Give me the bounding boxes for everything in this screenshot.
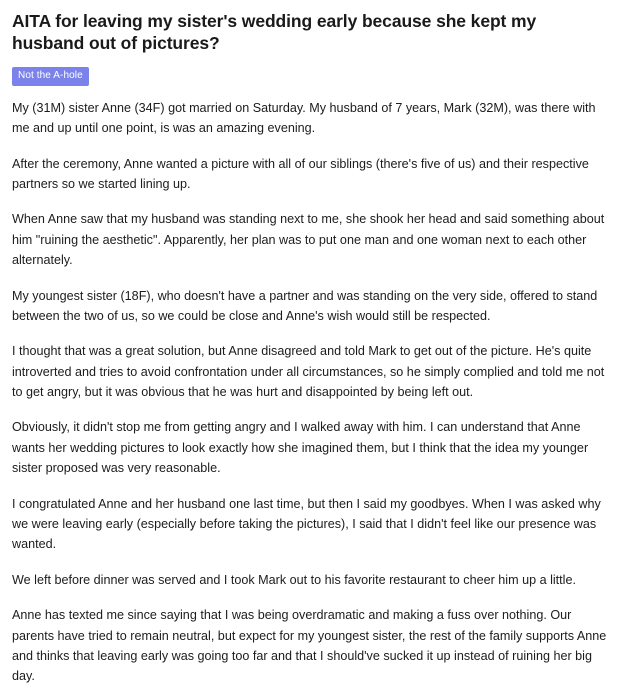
post-paragraph: We left before dinner was served and I took Mark out to his favorite restaurant to cheer him up a little. [12, 572, 576, 587]
post-paragraph: After the ceremony, Anne wanted a picture with all of our siblings (there's five of us) and their respective partners so we started lining up. [12, 156, 589, 191]
post-paragraph: I thought that was a great solution, but Anne disagreed and told Mark to get out of the picture. He's quite introverted and tries to avoid confrontation under all circumstances, so he simply complied and told me not to get angry, but it was obvious that he was hurt and disappointed by being left out. [12, 344, 605, 400]
flair-row [12, 65, 608, 86]
post-paragraph: Obviously, it didn't stop me from getting angry and I walked away with him. I can understand that Anne wants her wedding pictures to look exactly how she imagined them, but I think that the idea my younger sister proposed was very reasonable. [12, 420, 589, 476]
page-title: AITA for leaving my sister's wedding early because she kept my husband out of pictures? [12, 11, 537, 54]
status-badge[interactable]: Not the A-hole [12, 67, 89, 86]
post-paragraph: Anne has texted me since saying that I was being overdramatic and making a fuss over nothing. Our parents have tried to remain neutral, but expect for my youngest sister, the rest of the family supports Anne and thinks that leaving early was going too far and that I should've sucked it up instead of ruining her big day. [12, 608, 607, 684]
post-paragraph: My (31M) sister Anne (34F) got married on Saturday. My husband of 7 years, Mark (32M), was there with me and up until one point, is was an amazing evening. [12, 100, 596, 136]
post-paragraph: I congratulated Anne and her husband one last time, but then I said my goodbyes. When I was asked why we were leaving early (especially before taking the pictures), I said that I didn't feel like our presence was wanted. [12, 496, 601, 552]
post-paragraph: When Anne saw that my husband was standing next to me, she shook her head and said something about him "ruining the aesthetic". Apparently, her plan was to put one man and one woman next to each other alternately. [12, 212, 605, 268]
post-body [12, 98, 608, 687]
post-paragraph: My youngest sister (18F), who doesn't have a partner and was standing on the very side, offered to stand between the two of us, so we could be close and Anne's wish would still be respected. [12, 288, 598, 323]
